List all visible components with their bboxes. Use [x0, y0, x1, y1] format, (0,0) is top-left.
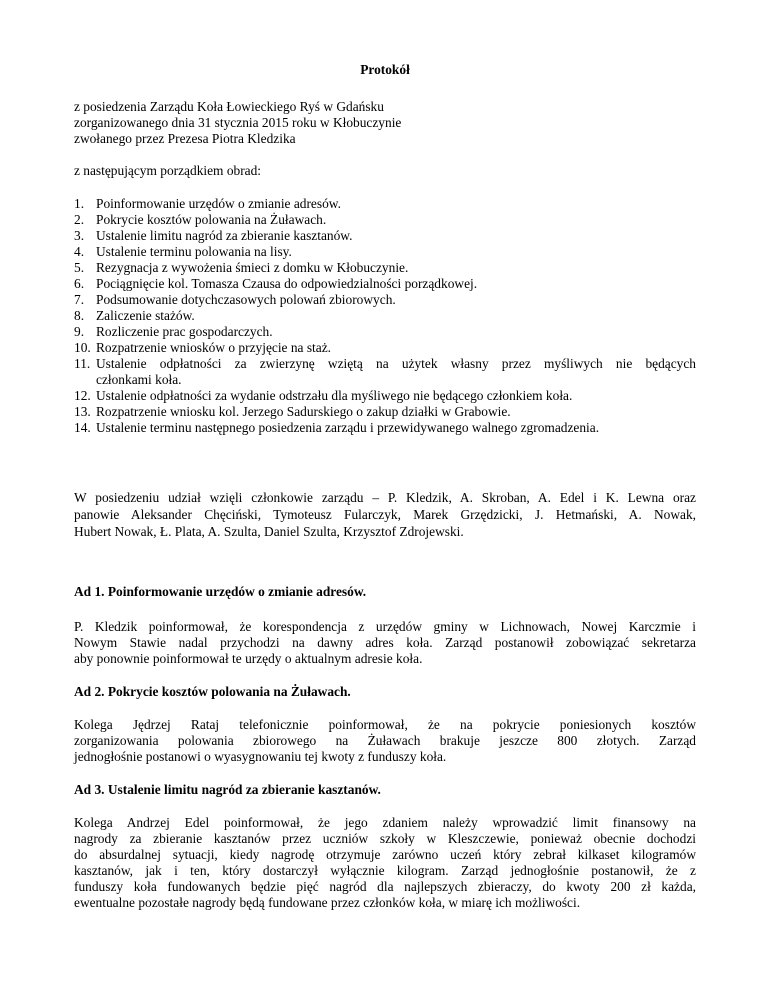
- agenda-text: Pokrycie kosztów polowania na Żuławach.: [96, 212, 327, 227]
- agenda-number: 3.: [74, 228, 85, 243]
- agenda-number: 13.: [74, 404, 91, 419]
- intro-line: zorganizowanego dnia 31 stycznia 2015 roku w Kłobuczynie: [74, 115, 402, 130]
- agenda-text: Rozpatrzenie wniosku kol. Jerzego Sadurskiego o zakup działki w Grabowie.: [96, 404, 511, 419]
- section-line: funduszy koła fundowanych będzie pięć nagród dla najlepszych zbieraczy, do kwoty 200 zł każda,: [74, 879, 696, 894]
- agenda-number: 11.: [74, 356, 91, 371]
- agenda-text: Zaliczenie stażów.: [96, 308, 195, 323]
- section-line: nagrody za zbieranie kasztanów przez uczniów szkoły w Kleszczewie, ponieważ obecnie dochodzi: [74, 831, 696, 846]
- section-line: jednogłośnie postanowi o wyasygnowaniu tej kwoty z funduszy koła.: [74, 749, 447, 764]
- agenda-text: Pociągnięcie kol. Tomasza Czausa do odpowiedzialności porządkowej.: [96, 276, 478, 291]
- agenda-number: 12.: [74, 388, 91, 403]
- attendance-line: W posiedzeniu udział wzięli członkowie zarządu – P. Kledzik, A. Skroban, A. Edel i K. Lewna oraz: [74, 490, 696, 505]
- agenda-number: 1.: [74, 196, 85, 211]
- agenda-text: Ustalenie odpłatności za zwierzynę wziętą na użytek własny przez myśliwych nie będących: [96, 356, 696, 371]
- agenda-number: 6.: [74, 276, 85, 291]
- attendance-line: Hubert Nowak, Ł. Plata, A. Szulta, Daniel Szulta, Krzysztof Zdrojewski.: [74, 524, 464, 539]
- section-line: do absurdalnej sytuacji, kiedy nagrodę otrzymuje zarówno uczeń który zebrał kilkaset kilogramów: [74, 847, 696, 862]
- agenda-text: Podsumowanie dotychczasowych polowań zbiorowych.: [96, 292, 396, 307]
- section-line: P. Kledzik poinformował, że korespondencja z urzędów gminy w Lichnowach, Nowej Karczmie i: [74, 619, 696, 634]
- agenda-number: 5.: [74, 260, 85, 275]
- agenda-text: Rozliczenie prac gospodarczych.: [96, 324, 273, 339]
- agenda-number: 10.: [74, 340, 91, 355]
- agenda-number: 8.: [74, 308, 85, 323]
- agenda-number: 9.: [74, 324, 85, 339]
- agenda-text: Rezygnacja z wywożenia śmieci z domku w Kłobuczynie.: [96, 260, 409, 275]
- agenda-text: Ustalenie limitu nagród za zbieranie kasztanów.: [96, 228, 353, 243]
- agenda-number: 14.: [74, 420, 91, 435]
- section-line: ewentualne pozostałe nagrody będą fundowane przez członków koła, w miarę ich możliwości.: [74, 895, 581, 910]
- intro-line: zwołanego przez Prezesa Piotra Kledzika: [74, 131, 296, 146]
- agenda-number: 7.: [74, 292, 85, 307]
- agenda-number: 4.: [74, 244, 85, 259]
- section-heading: Ad 1. Poinformowanie urzędów o zmianie adresów.: [74, 584, 367, 599]
- section-line: Nowym Stawie nadal przychodzi na dawny adres koła. Zarząd postanowił zobowiązać sekretarza: [74, 635, 696, 650]
- document-title: Protokół: [360, 62, 410, 77]
- section-heading: Ad 3. Ustalenie limitu nagród za zbieranie kasztanów.: [74, 782, 381, 797]
- section-line: kasztanów, jak i ten, który dostarczył wyłącznie kilogram. Zarząd jednogłośnie postanowił, że z: [74, 863, 696, 878]
- agenda-text: Ustalenie terminu polowania na lisy.: [96, 244, 292, 259]
- agenda-text: Rozpatrzenie wniosków o przyjęcie na staż.: [96, 340, 331, 355]
- attendance-line: panowie Aleksander Chęciński, Tymoteusz Fularczyk, Marek Grzędzicki, J. Hetmański, A. Nowak,: [74, 507, 696, 522]
- section-line: aby ponownie poinformował te urzędy o aktualnym adresie koła.: [74, 651, 423, 666]
- agenda-text: Ustalenie terminu następnego posiedzenia zarządu i przewidywanego walnego zgromadzenia.: [96, 420, 600, 435]
- agenda-number: 2.: [74, 212, 85, 227]
- section-line: zorganizowania polowania zbiorowego na Żuławach brakuje jeszcze 800 złotych. Zarząd: [74, 733, 696, 748]
- agenda-text: Poinformowanie urzędów o zmianie adresów.: [96, 196, 341, 211]
- intro-line: z posiedzenia Zarządu Koła Łowieckiego Ryś w Gdańsku: [74, 99, 384, 114]
- section-line: Kolega Andrzej Edel poinformował, że jego zdaniem należy wprowadzić limit finansowy na: [74, 815, 696, 830]
- agenda-intro: z następującym porządkiem obrad:: [74, 163, 262, 178]
- section-heading: Ad 2. Pokrycie kosztów polowania na Żuławach.: [74, 684, 351, 699]
- section-line: Kolega Jędrzej Rataj telefonicznie poinformował, że na pokrycie poniesionych kosztów: [74, 717, 696, 732]
- agenda-text: członkami koła.: [96, 372, 182, 387]
- agenda-text: Ustalenie odpłatności za wydanie odstrzału dla myśliwego nie będącego członkiem koła.: [96, 388, 573, 403]
